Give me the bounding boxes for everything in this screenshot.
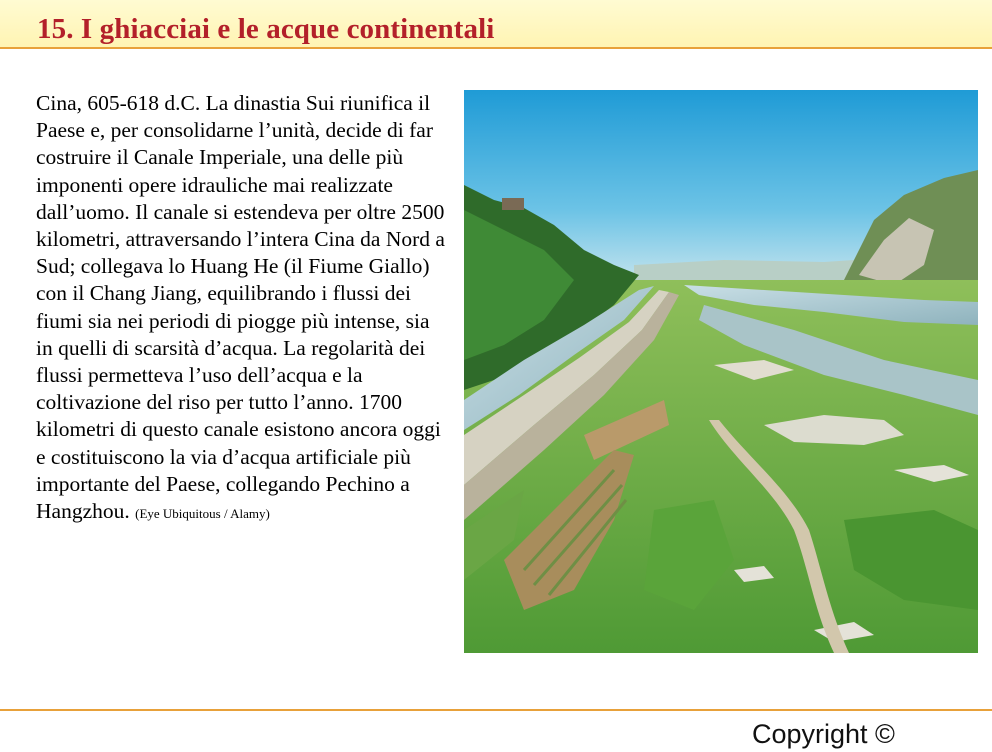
body-paragraph [36, 90, 446, 527]
photo-credit: (Eye Ubiquitous / Alamy) [135, 506, 270, 522]
footer-rule [0, 709, 992, 711]
canal-photo [464, 90, 978, 653]
slide-title: 15. I ghiacciai e le acque continentali [37, 13, 495, 45]
body-text: Cina, 605-618 d.C. La dinastia Sui riunifica il Paese e, per consolidarne l’unità, decide di far costruire il Canale Imperiale, una delle più imponenti opere idrauliche mai realizzate dall’uomo. Il canale si estendeva per oltre 2500 kilometri, attraversando l’intera Cina da Nord a Sud; collegava lo Huang He (il Fiume Giallo) con il Chang Jiang, equilibrando i flussi dei fiumi sia nei periodi di piogge più intense, sia in quelli di scarsità d’acqua. La regolarità dei flussi permetteva l’uso dell’acqua e la coltivazione del riso per tutto l’anno. 1700 kilometri di questo canale esistono ancora oggi e costituiscono la via d’acqua artificiale più importante del Paese, collegando Pechino a Hangzhou. [36, 91, 445, 524]
header-band [0, 0, 992, 49]
copyright-notice: Copyright © [752, 719, 895, 749]
